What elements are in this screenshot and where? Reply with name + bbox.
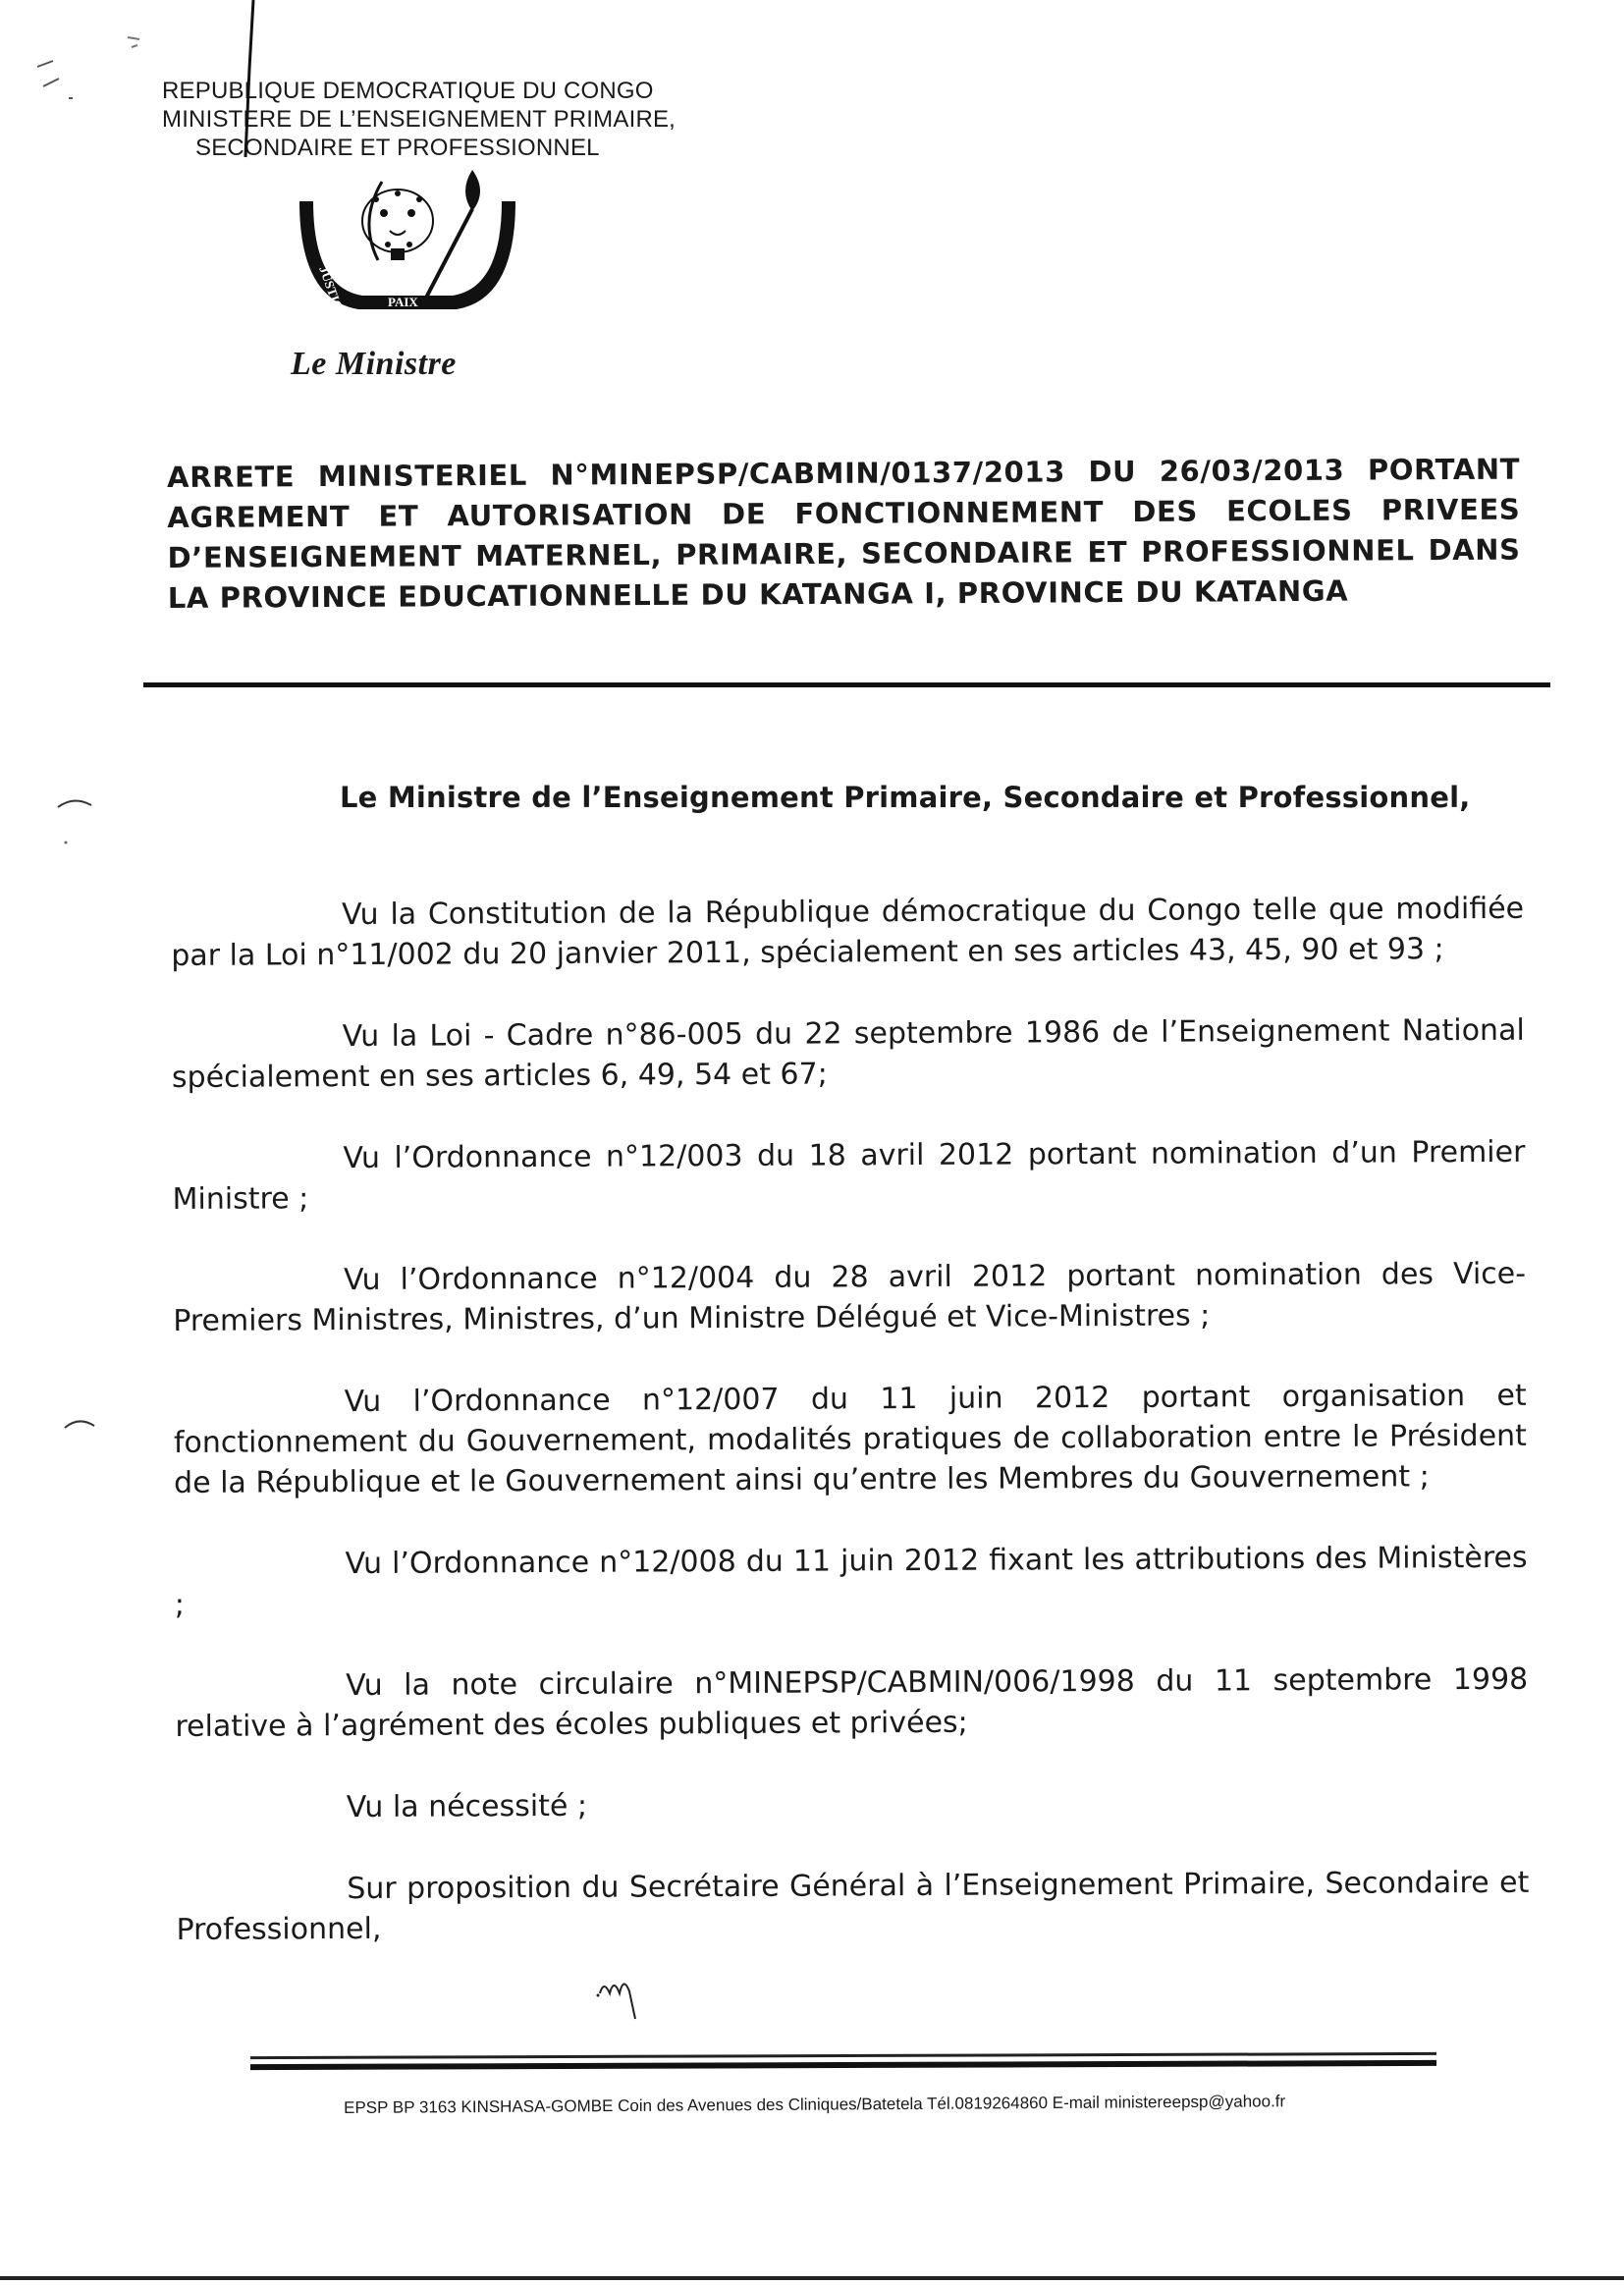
coat-of-arms <box>280 162 535 329</box>
preamble-body <box>171 889 1530 1991</box>
letterhead-ministry: MINISTERE DE L’ENSEIGNEMENT PRIMAIRE, <box>162 106 677 133</box>
footer-rule-thick <box>250 2060 1436 2070</box>
title-divider <box>143 682 1550 687</box>
scan-corner-marks <box>29 27 147 106</box>
preamble-paragraph-ordonnance-004: Vu l’Ordonnance n°12/004 du 28 avril 2012 portant nomination des Vice-Premiers Ministres, Ministres, d’un Ministre Délégué et Vice-Ministres ; <box>173 1256 1527 1338</box>
letterhead-country: REPUBLIQUE DEMOCRATIQUE DU CONGO <box>162 78 654 104</box>
margin-mark-bottom <box>61 1414 100 1443</box>
motto-justice: JUSTICE <box>316 263 350 320</box>
motto-paix: PAIX <box>388 295 418 309</box>
letterhead <box>162 77 849 162</box>
preamble-paragraph-note-circulaire: Vu la note circulaire n°MINEPSP/CABMIN/006/1998 du 11 septembre 1998 relative à l’agrément des écoles publiques et privées; <box>175 1661 1529 1744</box>
scan-stroke-mark <box>236 0 265 167</box>
decree-title: ARRETE MINISTERIEL N°MINEPSP/CABMIN/0137/2013 DU 26/03/2013 PORTANT AGREMENT ET AUTORISATION DE FONCTIONNEMENT DES ECOLES PRIVEES D’ENSEIGNEMENT MATERNEL, PRIMAIRE, SECONDAIRE ET PROFESSIONNEL DANS LA PROVINCE EDUCATIONNELLE DU KATANGA I, PROVINCE DU KATANGA <box>167 452 1521 615</box>
margin-mark-top <box>54 793 103 852</box>
footer-address: EPSP BP 3163 KINSHASA-GOMBE Coin des Avenues des Cliniques/Batetela Tél.0819264860 E-mail ministereepsp@yahoo.fr <box>344 2092 1286 2117</box>
preamble-paragraph-proposition: Sur proposition du Secrétaire Général à l’Enseignement Primaire, Secondaire et Professionnel, <box>176 1865 1530 1947</box>
letterhead-ministry-cont: SECONDAIRE ET PROFESSIONNEL <box>195 135 600 161</box>
preamble-paragraph-ordonnance-007: Vu l’Ordonnance n°12/007 du 11 juin 2012 portant organisation et fonctionnement du Gouvernement, modalités pratiques de collaboration entre le Président de la République et le Gouvernement ainsi qu’entre les Membres du Gouvernement ; <box>173 1378 1527 1500</box>
scan-bottom-edge <box>0 2276 1624 2280</box>
minister-heading: Le Ministre de l’Enseignement Primaire, Secondaire et Professionnel, <box>340 781 1471 814</box>
footer-rule-thin <box>250 2052 1436 2059</box>
signatory-title: Le Ministre <box>291 346 457 382</box>
preamble-paragraph-ordonnance-008: Vu l’Ordonnance n°12/008 du 11 juin 2012 fixant les attributions des Ministères ; <box>174 1540 1528 1622</box>
preamble-paragraph-ordonnance-003: Vu l’Ordonnance n°12/003 du 18 avril 2012 portant nomination d’un Premier Ministre ; <box>172 1134 1526 1217</box>
preamble-paragraph-constitution: Vu la Constitution de la République démocratique du Congo telle que modifiée par la Loi n°11/002 du 20 janvier 2011, spécialement en ses articles 43, 45, 90 et 93 ; <box>171 891 1525 973</box>
preamble-paragraph-loi-cadre: Vu la Loi - Cadre n°86-005 du 22 septembre 1986 de l’Enseignement National spécialement en ses articles 6, 49, 54 et 67; <box>171 1012 1525 1095</box>
preamble-paragraph-necessite: Vu la nécessité ; <box>346 1788 588 1825</box>
handwritten-initials <box>594 1954 653 2023</box>
motto-travail: TRAVAIL <box>421 203 455 261</box>
